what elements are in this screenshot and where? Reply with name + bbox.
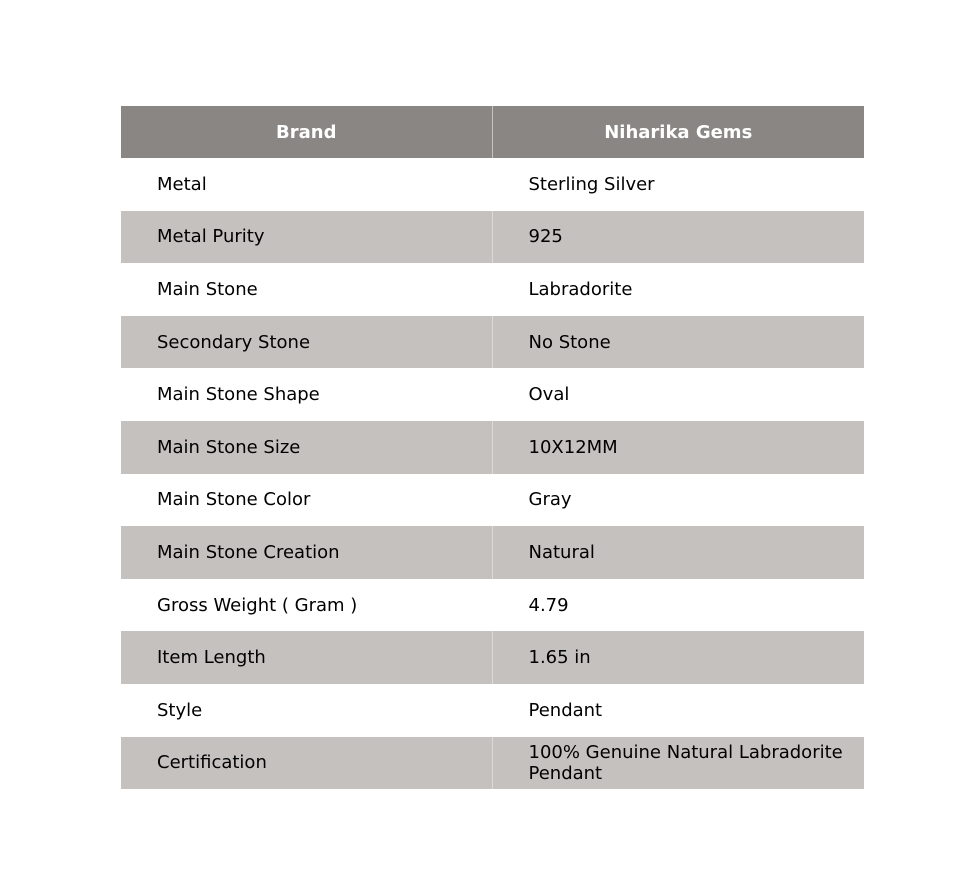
- spec-value: 10X12MM: [492, 421, 864, 474]
- spec-value: Pendant: [492, 684, 864, 737]
- spec-label: Main Stone Color: [121, 474, 492, 527]
- spec-value: 1.65 in: [492, 631, 864, 684]
- spec-label: Main Stone Size: [121, 421, 492, 474]
- spec-label: Secondary Stone: [121, 316, 492, 369]
- header-cell-brand-value: Niharika Gems: [492, 106, 864, 158]
- product-spec-table: [121, 106, 864, 789]
- table-row: [121, 263, 864, 316]
- table-row: [121, 474, 864, 527]
- spec-value: Oval: [492, 368, 864, 421]
- spec-label: Style: [121, 684, 492, 737]
- table-row: [121, 737, 864, 790]
- spec-label: Item Length: [121, 631, 492, 684]
- spec-value: 100% Genuine Natural Labradorite Pendant: [492, 737, 864, 790]
- spec-label: Gross Weight ( Gram ): [121, 579, 492, 632]
- table-row: [121, 211, 864, 264]
- spec-label: Metal: [121, 158, 492, 211]
- spec-label: Certification: [121, 737, 492, 790]
- spec-label: Main Stone Shape: [121, 368, 492, 421]
- spec-value: Gray: [492, 474, 864, 527]
- spec-value: No Stone: [492, 316, 864, 369]
- table-row: [121, 316, 864, 369]
- table-row: [121, 526, 864, 579]
- table-row: [121, 579, 864, 632]
- spec-value: 925: [492, 211, 864, 264]
- spec-value: Sterling Silver: [492, 158, 864, 211]
- table-row: [121, 421, 864, 474]
- table-header-row: [121, 106, 864, 158]
- spec-label: Main Stone Creation: [121, 526, 492, 579]
- spec-label: Main Stone: [121, 263, 492, 316]
- spec-label: Metal Purity: [121, 211, 492, 264]
- spec-value: Labradorite: [492, 263, 864, 316]
- table-row: [121, 631, 864, 684]
- spec-value: 4.79: [492, 579, 864, 632]
- table-row: [121, 158, 864, 211]
- table-row: [121, 368, 864, 421]
- header-cell-brand-label: Brand: [121, 106, 492, 158]
- spec-value: Natural: [492, 526, 864, 579]
- table-row: [121, 684, 864, 737]
